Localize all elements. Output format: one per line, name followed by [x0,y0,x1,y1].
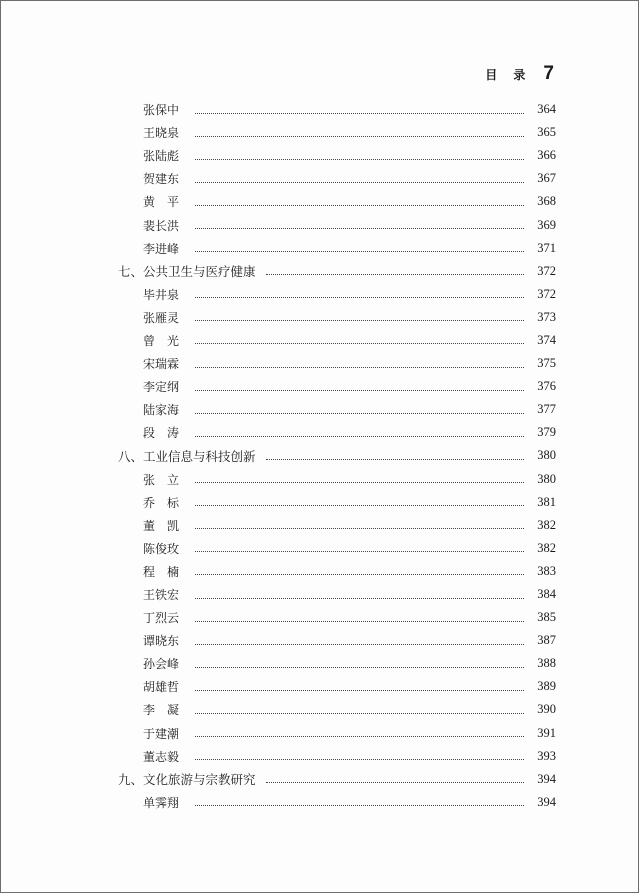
toc-page-number: 371 [537,240,556,255]
dot-leader [195,481,524,483]
toc-entry-name: 于建潮 [143,726,180,741]
toc-page-number: 388 [537,656,556,671]
dot-leader [195,250,524,252]
toc-entry-name: 丁烈云 [143,611,180,626]
toc-page-number: 364 [537,102,556,117]
dot-leader [195,643,524,645]
toc-entry-name: 李 凝 [143,703,180,718]
dot-leader [195,227,524,229]
dot-leader [266,273,524,275]
toc-page-number: 382 [537,540,556,555]
toc-page-number: 389 [537,679,556,694]
dot-leader [195,804,524,806]
toc-entry-name: 王铁宏 [143,588,180,603]
toc-section-row [1,260,638,283]
dot-leader [195,158,524,160]
dot-leader [195,366,524,368]
toc-entry-row [1,537,638,560]
toc-entry-name: 谭晓东 [143,634,180,649]
dot-leader [195,204,524,206]
toc-entry-row [1,167,638,190]
toc-page-number: 387 [537,633,556,648]
toc-page-number: 377 [537,402,556,417]
toc-page-number: 368 [537,194,556,209]
toc-entry-name: 宋瑞霖 [143,357,180,372]
toc-entry-row [1,98,638,121]
dot-leader [195,504,524,506]
dot-leader [195,435,524,437]
dot-leader [195,412,524,414]
toc-page-number: 384 [537,587,556,602]
dot-leader [195,181,524,183]
toc-entry-name: 贺建东 [143,172,180,187]
toc-entry-row [1,329,638,352]
toc-entry-name: 张保中 [143,103,180,118]
toc-page-number: 372 [537,263,556,278]
toc-entry-name: 孙会峰 [143,657,180,672]
toc-page-number: 385 [537,610,556,625]
toc-entry-row [1,398,638,421]
toc-entry-row [1,491,638,514]
toc-entry-name: 裴长洪 [143,218,180,233]
toc-section-title: 七、公共卫生与医疗健康 [118,264,256,280]
toc-entry-row [1,283,638,306]
dot-leader [195,112,524,114]
dot-leader [266,781,524,783]
toc-page-number: 376 [537,379,556,394]
toc-entry-row [1,722,638,745]
dot-leader [195,620,524,622]
toc-entry-name: 单霁翔 [143,795,180,810]
toc-section-row [1,444,638,467]
toc-page-number: 394 [537,771,556,786]
toc-page-number: 366 [537,148,556,163]
toc-entry-row [1,468,638,491]
dot-leader [266,458,524,460]
toc-page-number: 391 [537,725,556,740]
toc-entry-row [1,652,638,675]
toc-page-number: 380 [537,471,556,486]
toc-entry-name: 陆家海 [143,403,180,418]
toc-page-number: 390 [537,702,556,717]
dot-leader [195,597,524,599]
dot-leader [195,527,524,529]
dot-leader [195,296,524,298]
toc-entry-row [1,190,638,213]
dot-leader [195,735,524,737]
running-head-page-number: 7 [543,63,554,84]
toc-entry-name: 毕井泉 [143,287,180,302]
toc-entry-name: 李定纲 [143,380,180,395]
dot-leader [195,550,524,552]
toc-entry-row [1,144,638,167]
toc-entry-row [1,375,638,398]
toc-entry-name: 董志毅 [143,749,180,764]
dot-leader [195,689,524,691]
toc-page-number: 375 [537,356,556,371]
dot-leader [195,342,524,344]
toc-entry-name: 乔 标 [143,495,180,510]
dot-leader [195,135,524,137]
dot-leader [195,389,524,391]
toc-entry-row [1,213,638,236]
toc-page-number: 380 [537,448,556,463]
toc-entry-row [1,606,638,629]
toc-section-row [1,768,638,791]
dot-leader [195,319,524,321]
toc-entry-name: 段 涛 [143,426,180,441]
toc-entry-row [1,352,638,375]
toc-page-number: 367 [537,171,556,186]
running-head-title: 目 录 [485,68,532,82]
table-of-contents [1,98,638,814]
toc-entry-row [1,421,638,444]
toc-entry-name: 张陆彪 [143,149,180,164]
toc-entry-row [1,791,638,814]
toc-entry-row [1,121,638,144]
dot-leader [195,712,524,714]
toc-page-number: 393 [537,748,556,763]
toc-entry-name: 黄 平 [143,195,180,210]
toc-entry-name: 王晓泉 [143,126,180,141]
toc-entry-row [1,698,638,721]
toc-page-number: 372 [537,286,556,301]
toc-entry-name: 张 立 [143,472,180,487]
toc-page-number: 365 [537,125,556,140]
toc-entry-row [1,306,638,329]
toc-entry-name: 胡雄哲 [143,680,180,695]
toc-entry-name: 李进峰 [143,241,180,256]
toc-entry-row [1,629,638,652]
toc-page-number: 394 [537,794,556,809]
toc-page-number: 381 [537,494,556,509]
dot-leader [195,573,524,575]
toc-entry-name: 程 楠 [143,564,180,579]
toc-entry-row [1,560,638,583]
toc-section-title: 九、文化旅游与宗教研究 [118,772,256,788]
toc-page-number: 382 [537,517,556,532]
toc-page-number: 369 [537,217,556,232]
toc-entry-row [1,514,638,537]
toc-entry-row [1,583,638,606]
toc-page-number: 373 [537,309,556,324]
dot-leader [195,666,524,668]
toc-entry-name: 董 凯 [143,518,180,533]
toc-entry-row [1,237,638,260]
toc-entry-name: 陈俊玫 [143,541,180,556]
toc-page-number: 374 [537,332,556,347]
toc-page-number: 379 [537,425,556,440]
toc-entry-name: 张雁灵 [143,310,180,325]
toc-entry-row [1,745,638,768]
toc-entry-row [1,675,638,698]
toc-section-title: 八、工业信息与科技创新 [118,448,256,464]
toc-entry-name: 曾 光 [143,333,180,348]
toc-page-number: 383 [537,563,556,578]
running-head [485,63,554,85]
dot-leader [195,758,524,760]
